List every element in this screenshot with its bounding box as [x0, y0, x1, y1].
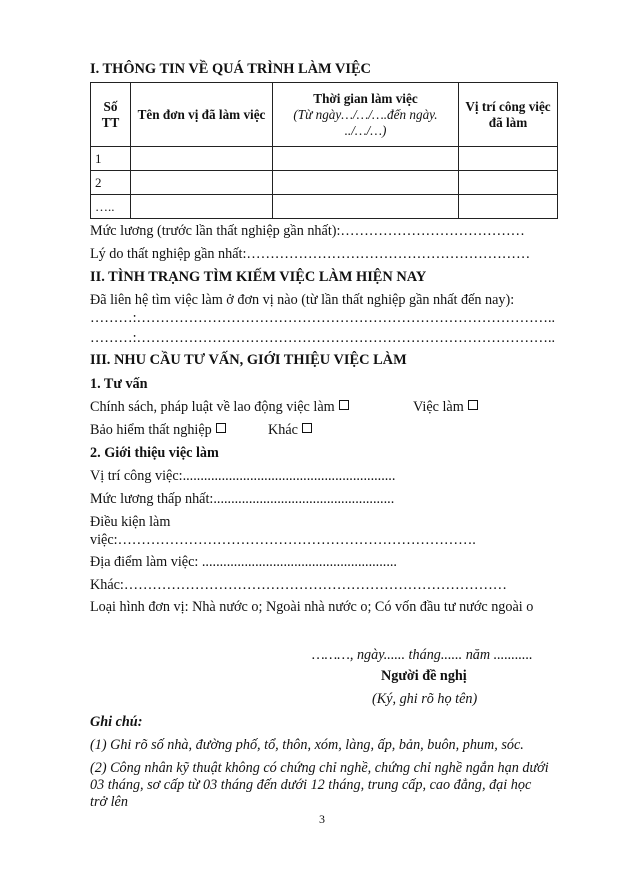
work-history-table — [90, 82, 558, 219]
option-job-checkbox[interactable] — [468, 400, 478, 410]
conditions-label: Điều kiện làm — [90, 514, 171, 530]
row-time-cell[interactable] — [273, 147, 459, 171]
table-row — [91, 171, 558, 195]
note-2-line-2: 03 tháng, sơ cấp từ 03 tháng đến dưới 12 tháng, trung cấp, cao đẳng, đại học — [90, 777, 532, 793]
note-1: (1) Ghi rõ số nhà, đường phố, tổ, thôn, xóm, làng, ấp, bản, buôn, phum, sóc. — [90, 737, 524, 753]
conditions-line[interactable]: việc:…………………………………………………………………. — [90, 532, 476, 548]
workplace-line[interactable]: Địa điểm làm việc: ....................................................... — [90, 554, 397, 570]
page-number: 3 — [319, 812, 325, 826]
note-2-line-3: trở lên — [90, 794, 128, 810]
row-unit-cell[interactable] — [131, 195, 273, 219]
option-other-label: Khác — [268, 422, 298, 438]
row-time-cell[interactable] — [273, 195, 459, 219]
signature-date-line[interactable]: ………, ngày...... tháng...... năm ........... — [312, 647, 533, 663]
row-position-cell[interactable] — [459, 171, 558, 195]
section2-title: II. TÌNH TRẠNG TÌM KIẾM VIỆC LÀM HIỆN NAY — [90, 269, 427, 285]
row-unit-cell[interactable] — [131, 147, 273, 171]
option-job-label: Việc làm — [413, 399, 464, 415]
signature-note: (Ký, ghi rõ họ tên) — [372, 691, 478, 707]
row-number: 1 — [91, 147, 131, 171]
option-other[interactable] — [268, 421, 312, 439]
option-insurance[interactable] — [90, 421, 226, 439]
consulting-subtitle: 1. Tư vấn — [90, 376, 148, 392]
option-insurance-checkbox[interactable] — [216, 423, 226, 433]
contacted-unit-line[interactable]: ………:…………………………………………………………………………….. — [90, 310, 556, 326]
option-policy[interactable] — [90, 398, 349, 416]
row-time-cell[interactable] — [273, 171, 459, 195]
row-position-cell[interactable] — [459, 147, 558, 171]
table-header-row — [91, 83, 558, 147]
last-salary-line[interactable]: Mức lương (trước lần thất nghiệp gần nhất):………………………………… — [90, 223, 525, 239]
unit-type-line[interactable]: Loại hình đơn vị: Nhà nước o; Ngoài nhà nước o; Có vốn đầu tư nước ngoài o — [90, 599, 534, 615]
option-policy-label: Chính sách, pháp luật về lao động việc làm — [90, 399, 335, 415]
signature-title: Người đề nghị — [381, 668, 467, 684]
section1-title: I. THÔNG TIN VỀ QUÁ TRÌNH LÀM VIỆC — [90, 61, 371, 77]
header-work-time: Thời gian làm việc (Từ ngày…/…/….đến ngày. ../…/…) — [273, 83, 459, 147]
header-work-time-note: (Từ ngày…/…/….đến ngày. ../…/…) — [293, 106, 438, 138]
min-salary-line[interactable]: Mức lương thấp nhất:................................................... — [90, 491, 395, 507]
job-referral-subtitle: 2. Giới thiệu việc làm — [90, 445, 219, 461]
option-policy-checkbox[interactable] — [339, 400, 349, 410]
table-row — [91, 195, 558, 219]
section3-title: III. NHU CẦU TƯ VẤN, GIỚI THIỆU VIỆC LÀM — [90, 352, 407, 368]
header-unit-name: Tên đơn vị đã làm việc — [131, 83, 273, 147]
contacted-units-label: Đã liên hệ tìm việc làm ở đơn vị nào (từ lần thất nghiệp gần nhất đến nay): — [90, 292, 515, 308]
contacted-unit-line[interactable]: ………:…………………………………………………………………………….. — [90, 330, 556, 346]
option-other-checkbox[interactable] — [302, 423, 312, 433]
option-job[interactable] — [413, 398, 478, 416]
other-line[interactable]: Khác:……………………………………………………………………… — [90, 577, 507, 593]
notes-heading: Ghi chú: — [90, 714, 143, 730]
row-number: 2 — [91, 171, 131, 195]
table-row — [91, 147, 558, 171]
note-2-line-1: (2) Công nhân kỹ thuật không có chứng chỉ nghề, chứng chỉ nghề ngắn hạn dưới — [90, 760, 549, 776]
option-insurance-label: Bảo hiểm thất nghiệp — [90, 422, 212, 438]
header-position: Vị trí công việc đã làm — [459, 83, 558, 147]
position-line[interactable]: Vị trí công việc:............................................................ — [90, 468, 396, 484]
row-number: ….. — [91, 195, 131, 219]
row-position-cell[interactable] — [459, 195, 558, 219]
header-no: Số TT — [91, 83, 131, 147]
row-unit-cell[interactable] — [131, 171, 273, 195]
unemployment-reason-line[interactable]: Lý do thất nghiệp gần nhất:…………………………………………………… — [90, 246, 531, 262]
